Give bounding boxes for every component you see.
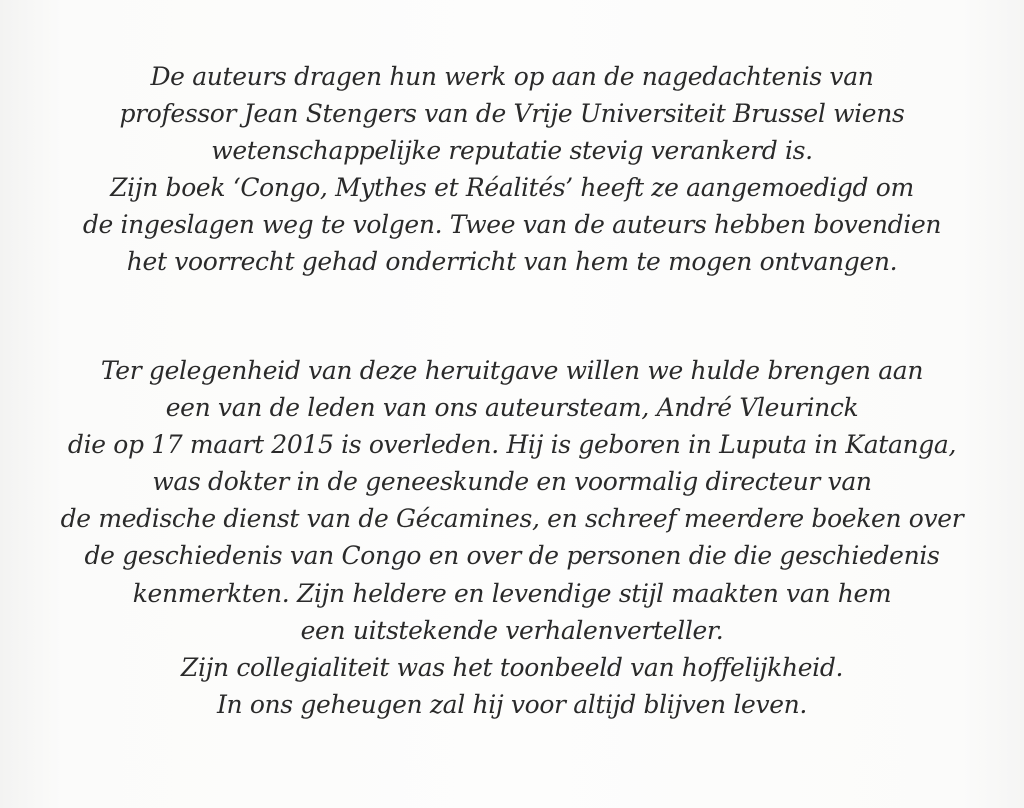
tribute-line: Zijn collegialiteit was het toonbeeld van hoffelijkheid. bbox=[180, 652, 844, 682]
dedication-paragraph bbox=[0, 58, 1024, 281]
tribute-line: kenmerkten. Zijn heldere en levendige stijl maakten van hem bbox=[132, 578, 892, 608]
dedication-line: Zijn boek ‘Congo, Mythes et Réalités’ heeft ze aangemoedigd om bbox=[110, 173, 914, 203]
tribute-line: de medische dienst van de Gécamines, en schreef meerdere boeken over bbox=[60, 504, 964, 534]
tribute-line: Ter gelegenheid van deze heruitgave willen we hulde brengen aan bbox=[100, 356, 924, 385]
dedication-line: de ingeslagen weg te volgen. Twee van de auteurs hebben bovendien bbox=[82, 210, 942, 240]
tribute-line: was dokter in de geneeskunde en voormalig directeur van bbox=[152, 467, 872, 497]
tribute-line: In ons geheugen zal hij voor altijd blijven leven. bbox=[216, 689, 808, 719]
tribute-line: een van de leden van ons auteursteam, André Vleurinck bbox=[165, 393, 859, 423]
tribute-line: die op 17 maart 2015 is overleden. Hij is geboren in Luputa in Katanga, bbox=[67, 430, 957, 460]
dedication-line: professor Jean Stengers van de Vrije Universiteit Brussel wiens bbox=[119, 99, 905, 129]
dedication-line: het voorrecht gehad onderricht van hem te mogen ontvangen. bbox=[126, 247, 898, 277]
dedication-line: wetenschappelijke reputatie stevig verankerd is. bbox=[211, 136, 813, 166]
tribute-paragraph bbox=[0, 352, 1024, 723]
dedication-line: De auteurs dragen hun werk op aan de nagedachtenis van bbox=[150, 62, 874, 91]
tribute-line: de geschiedenis van Congo en over de personen die die geschiedenis bbox=[84, 541, 940, 571]
tribute-line: een uitstekende verhalenverteller. bbox=[300, 615, 724, 645]
